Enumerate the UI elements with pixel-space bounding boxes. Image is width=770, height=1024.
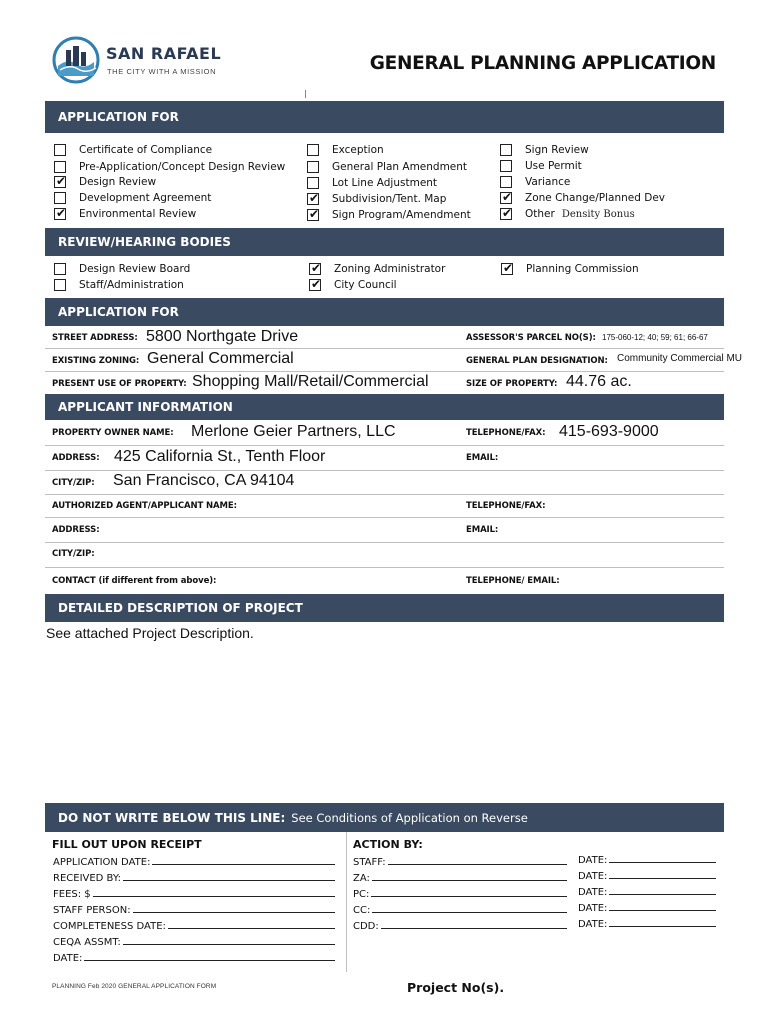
checkbox-subdivision-tent-map[interactable] xyxy=(307,193,446,205)
checkbox-checked[interactable] xyxy=(500,208,512,220)
field-blank-line[interactable] xyxy=(84,951,335,961)
checkbox-unchecked[interactable] xyxy=(307,161,319,173)
field-label: DATE: xyxy=(578,871,608,882)
checkbox-label: Sign Program/Amendment xyxy=(332,209,471,221)
section-title: APPLICANT INFORMATION xyxy=(58,400,233,414)
checkbox-label: City Council xyxy=(334,279,397,291)
section-title: REVIEW/HEARING BODIES xyxy=(58,235,231,249)
checkbox-sign-review[interactable] xyxy=(500,144,589,156)
agent-email-label: EMAIL: xyxy=(466,525,499,535)
field-blank-line[interactable] xyxy=(123,871,335,881)
checkbox-design-review-board[interactable] xyxy=(54,263,190,275)
owner-address-label: ADDRESS: xyxy=(52,453,100,463)
checkbox-label: Subdivision/Tent. Map xyxy=(332,193,447,205)
row-divider xyxy=(45,542,724,543)
field-blank-line[interactable] xyxy=(371,887,567,897)
checkbox-unchecked[interactable] xyxy=(307,177,319,189)
project-description[interactable]: See attached Project Description. xyxy=(46,625,254,641)
checkbox-label: Exception xyxy=(332,144,384,156)
checkbox-zoning-administrator[interactable] xyxy=(309,263,445,275)
checkbox-label: Design Review Board xyxy=(79,263,191,275)
section-bar-property xyxy=(45,298,724,326)
section-title: APPLICATION FOR xyxy=(58,110,179,124)
field-label: RECEIVED BY: xyxy=(53,873,122,884)
owner-city-value[interactable]: San Francisco, CA 94104 xyxy=(113,472,295,489)
section-bar-description xyxy=(45,594,724,622)
field-label: DATE: xyxy=(578,903,608,914)
checkbox-environmental-review[interactable] xyxy=(54,208,196,220)
row-divider xyxy=(45,567,724,568)
checkbox-certificate-of-compliance[interactable] xyxy=(54,144,212,156)
receipt-field-date[interactable] xyxy=(53,951,335,964)
field-label: APPLICATION DATE: xyxy=(53,857,151,868)
present-use-value[interactable]: Shopping Mall/Retail/Commercial xyxy=(192,373,429,390)
receipt-field-ceqa-assmt[interactable] xyxy=(53,935,335,948)
field-blank-line[interactable] xyxy=(609,869,716,879)
property-size-label: SIZE OF PROPERTY: xyxy=(466,379,558,389)
checkbox-checked[interactable] xyxy=(307,193,319,205)
owner-name-label: PROPERTY OWNER NAME: xyxy=(52,428,174,438)
field-blank-line[interactable] xyxy=(388,855,567,865)
san-rafael-logo xyxy=(52,36,100,84)
contact-telephone-label: TELEPHONE/ EMAIL: xyxy=(466,576,560,586)
street-address-label: STREET ADDRESS: xyxy=(52,333,138,343)
divider-tick xyxy=(305,90,306,98)
action-date-field[interactable] xyxy=(578,901,716,914)
field-blank-line[interactable] xyxy=(372,903,567,913)
checkbox-use-permit[interactable] xyxy=(500,160,582,172)
footer-note: PLANNING Feb 2020 GENERAL APPLICATION FORM xyxy=(52,983,217,990)
project-number-label: Project No(s). xyxy=(407,980,505,995)
office-use-subtitle: See Conditions of Application on Reverse xyxy=(291,810,528,825)
present-use-label: PRESENT USE OF PROPERTY: xyxy=(52,379,187,389)
checkbox-variance[interactable] xyxy=(500,176,570,188)
checkbox-label: Staff/Administration xyxy=(79,279,184,291)
checkbox-unchecked[interactable] xyxy=(500,160,512,172)
office-use-divider xyxy=(346,832,347,972)
field-label: FEES: $ xyxy=(53,889,91,900)
checkbox-pre-application-concept-design-review[interactable] xyxy=(54,161,285,173)
checkbox-other[interactable] xyxy=(500,208,635,220)
field-label: COMPLETENESS DATE: xyxy=(53,921,166,932)
field-blank-line[interactable] xyxy=(168,919,335,929)
owner-city-label: CITY/ZIP: xyxy=(52,478,95,488)
field-label: PC: xyxy=(353,889,370,900)
checkbox-unchecked[interactable] xyxy=(54,279,66,291)
section-title: DETAILED DESCRIPTION OF PROJECT xyxy=(58,601,303,615)
checkbox-unchecked[interactable] xyxy=(500,144,512,156)
field-label: CDD: xyxy=(353,921,379,932)
checkbox-checked[interactable] xyxy=(54,176,66,188)
field-blank-line[interactable] xyxy=(152,855,335,865)
checkbox-unchecked[interactable] xyxy=(307,144,319,156)
field-label: CC: xyxy=(353,905,371,916)
checkbox-design-review[interactable] xyxy=(54,176,156,188)
owner-address-value[interactable]: 425 California St., Tenth Floor xyxy=(114,448,326,465)
checkbox-lot-line-adjustment[interactable] xyxy=(307,177,437,189)
checkbox-checked[interactable] xyxy=(500,192,512,204)
field-blank-line[interactable] xyxy=(381,919,567,929)
section-bar-applicant xyxy=(45,394,724,420)
checkbox-label: Certificate of Compliance xyxy=(79,144,213,156)
action-field-pc[interactable] xyxy=(353,887,567,900)
action-date-field[interactable] xyxy=(578,885,716,898)
brand-tagline: THE CITY WITH A MISSION xyxy=(107,67,217,76)
checkbox-label: Design Review xyxy=(79,176,157,188)
receipt-field-staff-person[interactable] xyxy=(53,903,335,916)
field-label: STAFF: xyxy=(353,857,386,868)
section-bar-application-for xyxy=(45,101,724,133)
field-label: CEQA ASSMT: xyxy=(53,937,121,948)
action-field-cdd[interactable] xyxy=(353,919,567,932)
checkbox-label: Pre-Application/Concept Design Review xyxy=(79,161,286,173)
checkbox-staff-administration[interactable] xyxy=(54,279,184,291)
zoning-label: EXISTING ZONING: xyxy=(52,356,140,366)
checkbox-unchecked[interactable] xyxy=(54,263,66,275)
checkbox-label: Planning Commission xyxy=(526,263,639,275)
agent-city-label: CITY/ZIP: xyxy=(52,549,95,559)
action-date-field[interactable] xyxy=(578,853,716,866)
checkbox-planning-commission[interactable] xyxy=(501,263,639,275)
checkbox-unchecked[interactable] xyxy=(54,144,66,156)
agent-name-label: AUTHORIZED AGENT/APPLICANT NAME: xyxy=(52,501,237,511)
section-bar-office-use xyxy=(45,803,724,832)
field-label: DATE: xyxy=(578,855,608,866)
checkbox-unchecked[interactable] xyxy=(500,176,512,188)
checkbox-label: Zone Change/Planned Dev xyxy=(525,192,666,204)
contact-label: CONTACT (if different from above): xyxy=(52,576,217,586)
checkbox-unchecked[interactable] xyxy=(54,161,66,173)
checkbox-city-council[interactable] xyxy=(309,279,397,291)
row-divider xyxy=(45,371,724,372)
field-blank-line[interactable] xyxy=(133,903,335,913)
field-label: STAFF PERSON: xyxy=(53,905,131,916)
action-date-field[interactable] xyxy=(578,917,716,930)
action-date-field[interactable] xyxy=(578,869,716,882)
property-size-value[interactable]: 44.76 ac. xyxy=(566,373,632,390)
checkbox-label: Other xyxy=(525,208,555,220)
field-blank-line[interactable] xyxy=(372,871,567,881)
receipt-heading: FILL OUT UPON RECEIPT xyxy=(52,838,202,851)
gp-designation-label: GENERAL PLAN DESIGNATION: xyxy=(466,356,608,366)
field-label: DATE: xyxy=(578,919,608,930)
checkbox-label: Use Permit xyxy=(525,160,582,172)
row-divider xyxy=(45,470,724,471)
action-field-cc[interactable] xyxy=(353,903,567,916)
checkbox-general-plan-amendment[interactable] xyxy=(307,161,467,173)
checkbox-label: Zoning Administrator xyxy=(334,263,446,275)
field-blank-line[interactable] xyxy=(93,887,335,897)
apn-value[interactable]: 175-060-12; 40; 59; 61; 66-67 xyxy=(602,333,708,342)
field-blank-line[interactable] xyxy=(609,853,716,863)
receipt-field-completeness-date[interactable] xyxy=(53,919,335,932)
receipt-field-received-by[interactable] xyxy=(53,871,335,884)
other-value[interactable]: Density Bonus xyxy=(561,208,635,220)
row-divider xyxy=(45,348,724,349)
section-title: APPLICATION FOR xyxy=(58,305,179,319)
checkbox-development-agreement[interactable] xyxy=(54,192,211,204)
row-divider xyxy=(45,445,724,446)
field-blank-line[interactable] xyxy=(609,901,716,911)
checkbox-exception[interactable] xyxy=(307,144,384,156)
field-label: DATE: xyxy=(53,953,83,964)
apn-label: ASSESSOR'S PARCEL NO(S): xyxy=(466,333,596,343)
agent-address-label: ADDRESS: xyxy=(52,525,100,535)
checkbox-label: General Plan Amendment xyxy=(332,161,468,173)
checkbox-checked[interactable] xyxy=(54,208,66,220)
owner-telephone-label: TELEPHONE/FAX: xyxy=(466,428,546,438)
owner-telephone-value[interactable]: 415-693-9000 xyxy=(559,423,659,440)
owner-email-label: EMAIL: xyxy=(466,453,499,463)
receipt-field-application-date[interactable] xyxy=(53,855,335,868)
checkbox-label: Sign Review xyxy=(525,144,589,156)
office-use-title: DO NOT WRITE BELOW THIS LINE: xyxy=(58,810,286,825)
checkbox-label: Development Agreement xyxy=(79,192,212,204)
row-divider xyxy=(45,494,724,495)
gp-designation-value[interactable]: Community Commercial MU xyxy=(617,353,743,364)
field-blank-line[interactable] xyxy=(609,885,716,895)
action-heading: ACTION BY: xyxy=(353,838,423,851)
checkbox-label: Lot Line Adjustment xyxy=(332,177,438,189)
document-title: GENERAL PLANNING APPLICATION xyxy=(369,53,716,74)
checkbox-unchecked[interactable] xyxy=(54,192,66,204)
agent-telephone-label: TELEPHONE/FAX: xyxy=(466,501,546,511)
zoning-value[interactable]: General Commercial xyxy=(147,350,294,367)
brand-name: SAN RAFAEL xyxy=(106,44,222,63)
action-field-za[interactable] xyxy=(353,871,567,884)
checkbox-sign-program-amendment[interactable] xyxy=(307,209,471,221)
field-blank-line[interactable] xyxy=(609,917,716,927)
checkbox-checked[interactable] xyxy=(309,279,321,291)
action-field-staff[interactable] xyxy=(353,855,567,868)
checkbox-label: Environmental Review xyxy=(79,208,197,220)
row-divider xyxy=(45,517,724,518)
owner-name-value[interactable]: Merlone Geier Partners, LLC xyxy=(191,423,396,440)
section-bar-review-bodies xyxy=(45,228,724,256)
checkbox-zone-change-planned-dev[interactable] xyxy=(500,192,665,204)
checkbox-label: Variance xyxy=(525,176,571,188)
receipt-field-fees[interactable] xyxy=(53,887,335,900)
checkbox-checked[interactable] xyxy=(307,209,319,221)
checkbox-checked[interactable] xyxy=(309,263,321,275)
street-address-value[interactable]: 5800 Northgate Drive xyxy=(146,328,299,345)
field-label: ZA: xyxy=(353,873,370,884)
checkbox-checked[interactable] xyxy=(501,263,513,275)
field-blank-line[interactable] xyxy=(123,935,335,945)
field-label: DATE: xyxy=(578,887,608,898)
